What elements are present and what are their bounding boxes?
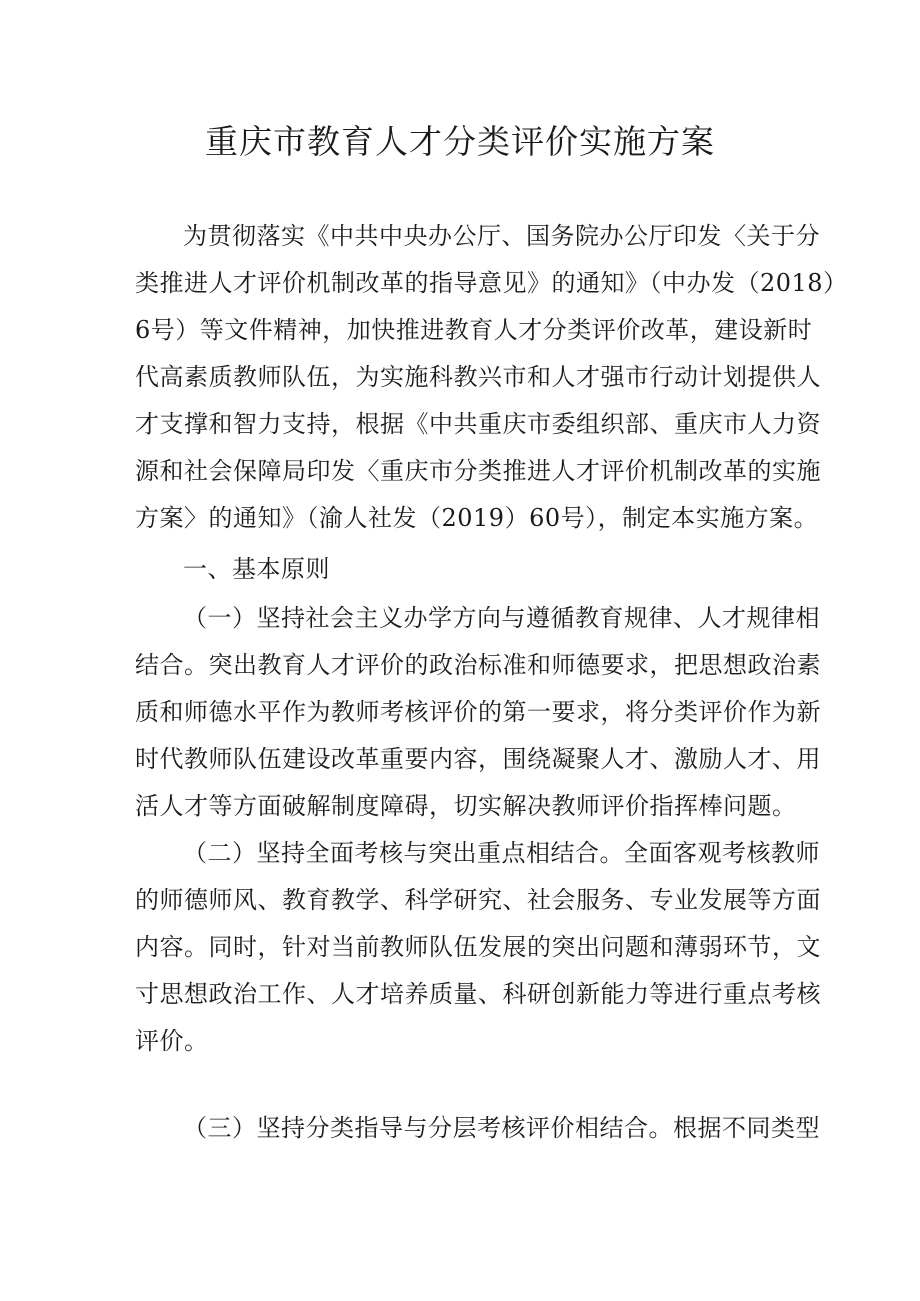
paragraph-intro-line-4: 代高素质教师队伍，为实施科教兴市和人才强市行动计划提供人 bbox=[135, 363, 821, 391]
document-title: 重庆市教育人才分类评价实施方案 bbox=[205, 122, 715, 161]
principle-1-line-2: 结合。突出教育人才评价的政治标准和师德要求，把思想政治素 bbox=[135, 651, 821, 679]
principle-1-line-5: 活人才等方面破解制度障碍，切实解决教师评价指挥棒问题。 bbox=[135, 792, 797, 820]
principle-1-line-4: 时代教师队伍建设改革重要内容，围绕凝聚人才、激励人才、用 bbox=[135, 745, 821, 773]
principle-1-line-3: 质和师德水平作为教师考核评价的第一要求，将分类评价作为新 bbox=[135, 698, 821, 726]
principle-2-line-2: 的师德师风、教育教学、科学研究、社会服务、专业发展等方面 bbox=[135, 886, 821, 914]
principle-2-line-5: 评价。 bbox=[135, 1027, 209, 1055]
principle-2-line-4: 寸思想政治工作、人才培养质量、科研创新能力等进行重点考核 bbox=[135, 980, 821, 1008]
principle-1-line-1: （一）坚持社会主义办学方向与遵循教育规律、人才规律相 bbox=[183, 604, 820, 632]
principle-2-line-1: （二）坚持全面考核与突出重点相结合。全面客观考核教师 bbox=[183, 839, 820, 867]
principle-3-line-1: （三）坚持分类指导与分层考核评价相结合。根据不同类型 bbox=[183, 1114, 820, 1142]
paragraph-intro-line-3: 6号）等文件精神，加快推进教育人才分类评价改革，建设新时 bbox=[135, 316, 813, 344]
paragraph-intro-line-6: 源和社会保障局印发〈重庆市分类推进人才评价机制改革的实施 bbox=[135, 457, 821, 485]
principle-2-line-3: 内容。同时，针对当前教师队伍发展的突出问题和薄弱环节，文 bbox=[135, 933, 821, 961]
paragraph-intro-line-1: 为贯彻落实《中共中央办公厅、国务院办公厅印发〈关于分 bbox=[183, 222, 820, 250]
paragraph-intro-line-7: 方案〉的通知》（渝人社发（2019）60号），制定本实施方案。 bbox=[135, 504, 819, 532]
paragraph-intro-line-2: 类推进人才评价机制改革的指导意见》的通知》（中办发（2018） bbox=[135, 269, 848, 297]
section-heading-basic-principles: 一、基本原则 bbox=[183, 555, 330, 583]
paragraph-intro-line-5: 才支撑和智力支持，根据《中共重庆市委组织部、重庆市人力资 bbox=[135, 410, 821, 438]
